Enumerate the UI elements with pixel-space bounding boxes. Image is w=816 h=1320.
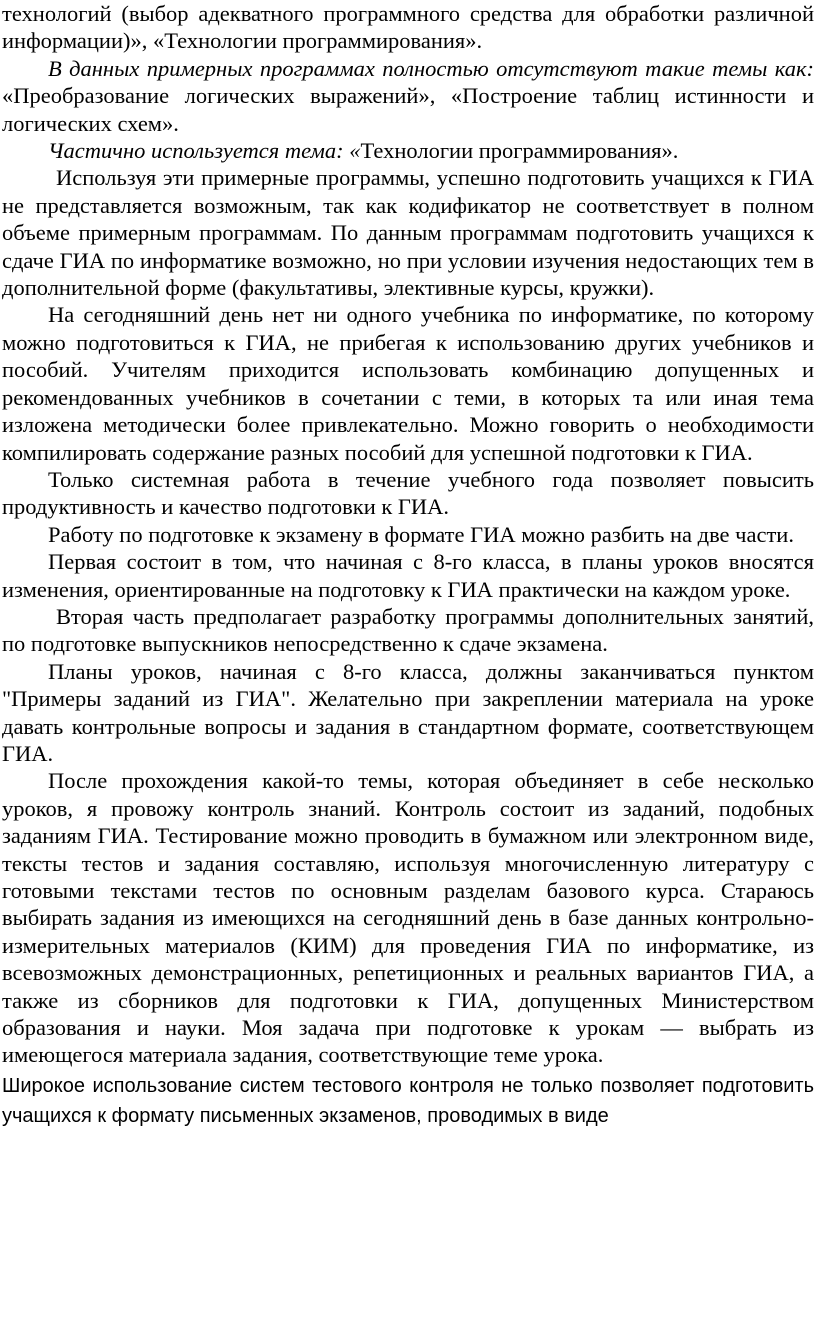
paragraph-continuation: технологий (выбор адекватного программного средства для обработки различной информации)», «Технологии программирования». bbox=[2, 1, 814, 54]
paragraph-systematic-work: Только системная работа в течение учебного года позволяет повысить продуктивность и качество подготовки к ГИА. bbox=[2, 466, 814, 520]
paragraph-first-part: Первая состоит в том, что начиная с 8-го класса, в планы уроков вносятся изменения, ориентированные на подготовку к ГИА практически на каждом уроке. bbox=[2, 549, 814, 602]
paragraph-partial-topic bbox=[2, 137, 814, 164]
paragraph-programs: Используя эти примерные программы, успешно подготовить учащихся к ГИА не представляется возможным, так как кодификатор не соответствует в полном объеме примерным программам. По данным программам подготовить учащихся к сдаче ГИА по информатике возможно, но при условии изучения недостающих тем в дополнительной форме (факультативы, элективные курсы, кружки). bbox=[2, 165, 814, 301]
paragraph-missing-topics bbox=[2, 55, 814, 137]
paragraph-two-parts: Работу по подготовке к экзамену в формате ГИА можно разбить на две части. bbox=[48, 521, 794, 547]
paragraph-text: Технологии программирования». bbox=[360, 138, 679, 164]
paragraph-lesson-plans: Планы уроков, начиная с 8-го класса, должны заканчиваться пунктом "Примеры заданий из ГИА". Желательно при закреплении материала на уроке давать контрольные вопросы и задания в стандартном формате, соответствующем ГИА. bbox=[2, 658, 814, 766]
paragraph-knowledge-control: После прохождения какой-то темы, которая объединяет в себе несколько уроков, я провожу контроль знаний. Контроль состоит из заданий, подобных заданиям ГИА. Тестирование можно проводить в бумажном или электронном виде, тексты тестов и задания составляю, используя многочисленную литературу с готовыми текстами тестов по основным разделам базового курса. Стараюсь выбирать задания из имеющихся на сегодняшний день в базе данных контрольно-измерительных материалов (КИМ) для проведения ГИА по информатике, из всевозможных демонстрационных, репетиционных и реальных вариантов ГИА, а также из сборников для подготовки к ГИА, допущенных Министерством образования и науки. Моя задача при подготовке к урокам — выбрать из имеющегося материала задания, соответствующие теме урока. bbox=[2, 768, 814, 1068]
paragraph-textbooks: На сегодняшний день нет ни одного учебника по информатике, по которому можно подготовиться к ГИА, не прибегая к использованию других учебников и пособий. Учителям приходится использовать комбинацию допущенных и рекомендованных учебников в сочетании с теми, в которых та или иная тема изложена методически более привлекательно. Можно говорить о необходимости компилировать содержание разных пособий для успешной подготовки к ГИА. bbox=[2, 302, 814, 465]
paragraph-test-systems: Широкое использование систем тестового контроля не только позволяет подготовить учащихся к формату письменных экзаменов, проводимых в виде bbox=[2, 1074, 814, 1127]
paragraph-second-part: Вторая часть предполагает разработку программы дополнительных занятий, по подготовке выпускников непосредственно к сдаче экзамена. bbox=[2, 603, 814, 657]
paragraph-text: «Преобразование логических выражений», «Построение таблиц истинности и логических схем». bbox=[2, 83, 814, 136]
italic-lead: Частично используется тема: « bbox=[48, 138, 361, 164]
italic-lead: В данных примерных программах полностью отсутствуют такие темы как: bbox=[48, 55, 814, 81]
